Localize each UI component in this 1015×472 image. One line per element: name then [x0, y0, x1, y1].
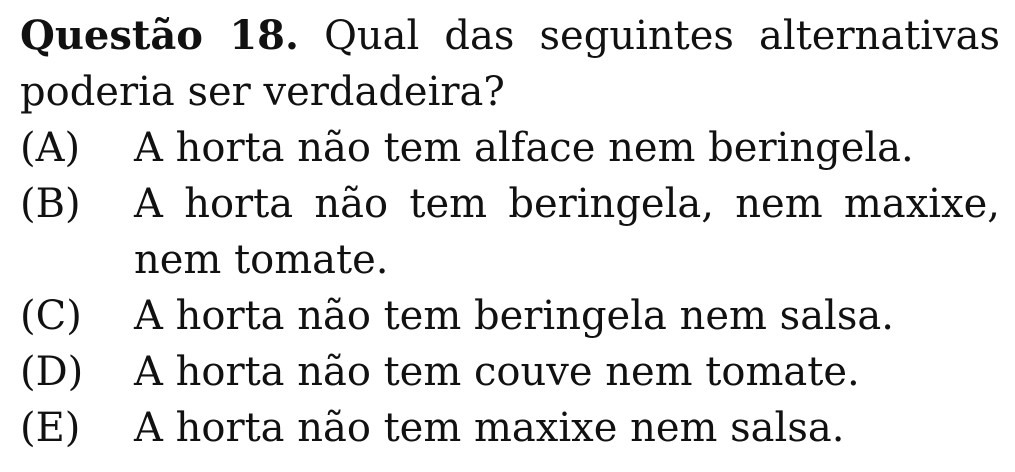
- question-text: Qual das seguintes alternativas poderia ser verdadeira?: [20, 13, 1001, 115]
- option-letter: (D): [20, 349, 84, 395]
- option-a: [20, 120, 1000, 176]
- option-text: A horta não tem beringela nem salsa.: [134, 293, 894, 339]
- question-stem: [20, 8, 1000, 120]
- question-block: [20, 8, 1000, 456]
- option-letter: (B): [20, 181, 81, 227]
- option-text: A horta não tem beringela, nem maxixe, nem tomate.: [134, 181, 1000, 283]
- option-e: [20, 400, 1000, 456]
- option-text: A horta não tem couve nem tomate.: [134, 349, 860, 395]
- option-letter: (C): [20, 293, 82, 339]
- option-letter: (A): [20, 125, 81, 171]
- option-b: [20, 176, 1000, 288]
- option-letter: (E): [20, 405, 81, 451]
- option-d: [20, 344, 1000, 400]
- question-label: Questão 18.: [20, 12, 299, 59]
- option-c: [20, 288, 1000, 344]
- option-text: A horta não tem alface nem beringela.: [134, 125, 914, 171]
- option-text: A horta não tem maxixe nem salsa.: [134, 405, 845, 451]
- answer-options: [20, 120, 1000, 456]
